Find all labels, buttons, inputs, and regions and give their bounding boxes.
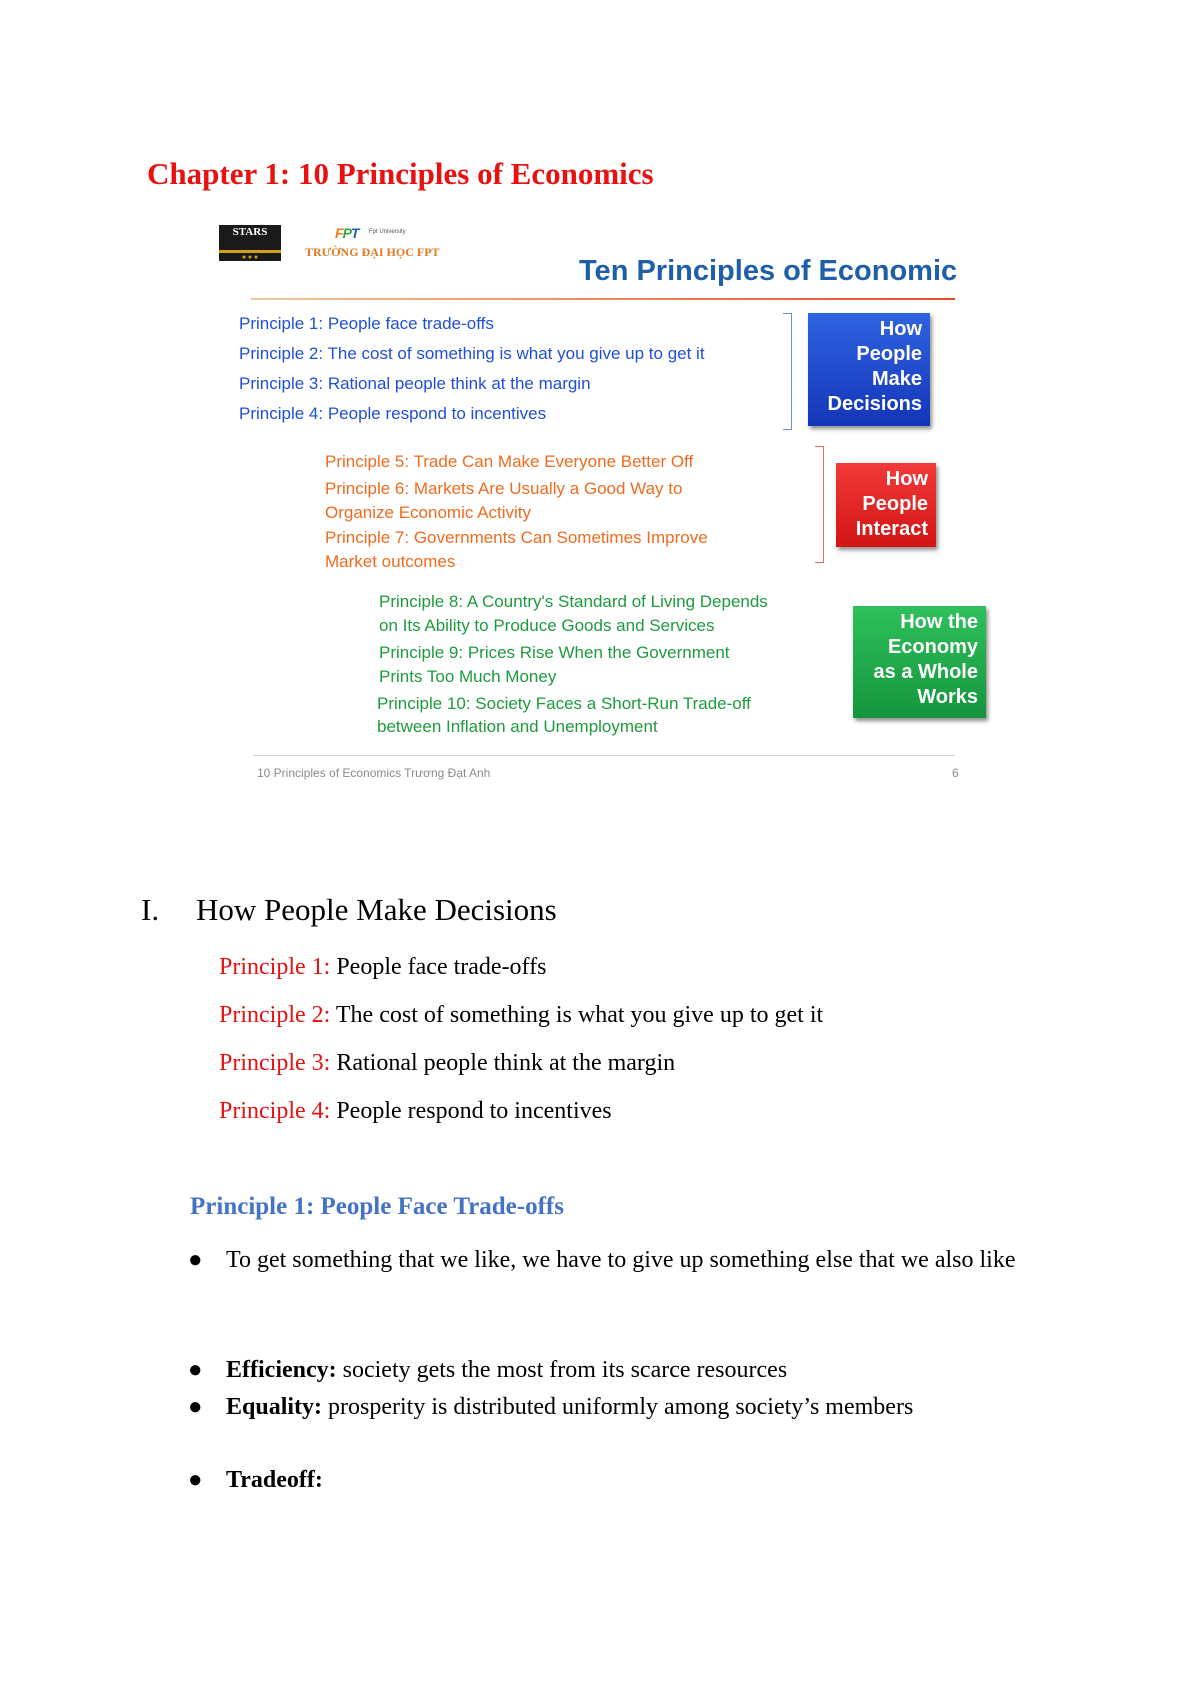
section-number: I. — [141, 892, 160, 927]
bullet-item: ● Tradeoff: — [188, 1467, 323, 1493]
section-heading — [141, 892, 557, 928]
slide-principle-2: Principle 2: The cost of something is what you give up to get it — [239, 344, 705, 363]
category-box-economy: How the Economy as a Whole Works — [853, 606, 986, 718]
bullet-item: ● To get something that we like, we have to give up something else that we also like — [188, 1247, 1016, 1273]
bullet-item: ● Equality: prosperity is distributed uniformly among society’s members — [188, 1394, 914, 1420]
slide-footer-divider — [253, 755, 955, 756]
slide-principle-6-cont: Organize Economic Activity — [325, 503, 531, 522]
slide-footer: 10 Principles of Economics Trương Đạt Anh — [257, 766, 491, 780]
principle-item: Principle 3: Rational people think at the margin — [219, 1050, 676, 1076]
slide-title: Ten Principles of Economic — [579, 255, 958, 287]
fpt-university-name: TRƯỜNG ĐẠI HỌC FPT — [305, 245, 440, 259]
bullet-item: ● Efficiency: society gets the most from its scarce resources — [188, 1357, 788, 1383]
slide-principle-6: Principle 6: Markets Are Usually a Good Way to — [325, 479, 683, 498]
slide-page-number: 6 — [952, 766, 959, 780]
principle-item: Principle 2: The cost of something is what you give up to get it — [219, 1002, 824, 1028]
stars-logo: STARS ● ● ● — [219, 225, 281, 261]
subsection-heading: Principle 1: People Face Trade-offs — [190, 1193, 564, 1220]
slide-principle-8: Principle 8: A Country's Standard of Living Depends — [379, 592, 768, 611]
group-bracket — [815, 446, 824, 563]
slide-principle-9-cont: Prints Too Much Money — [379, 667, 557, 686]
slide-principle-7-cont: Market outcomes — [325, 552, 456, 571]
category-box-interact: How People Interact — [836, 463, 936, 547]
group-bracket — [783, 313, 792, 430]
title-divider — [251, 298, 955, 300]
chapter-title: Chapter 1: 10 Principles of Economics — [147, 156, 654, 191]
section-title: How People Make Decisions — [196, 892, 557, 927]
slide-principle-8-cont: on Its Ability to Produce Goods and Services — [379, 616, 715, 635]
slide-image — [219, 213, 991, 788]
slide-principle-10-cont: between Inflation and Unemployment — [377, 717, 658, 736]
category-box-decisions: How People Make Decisions — [808, 313, 930, 426]
principle-item: Principle 4: People respond to incentives — [219, 1098, 612, 1124]
slide-principle-4: Principle 4: People respond to incentives — [239, 404, 547, 423]
slide-principle-9: Principle 9: Prices Rise When the Government — [379, 643, 730, 662]
principle-item: Principle 1: People face trade-offs — [219, 954, 547, 980]
slide-principle-10: Principle 10: Society Faces a Short-Run Trade-off — [377, 694, 751, 713]
slide-principle-5: Principle 5: Trade Can Make Everyone Better Off — [325, 452, 694, 471]
fpt-logo: FPT Fpt University TRƯỜNG ĐẠI HỌC FPT — [305, 225, 440, 259]
slide-principle-3: Principle 3: Rational people think at the margin — [239, 374, 591, 393]
slide-principle-7: Principle 7: Governments Can Sometimes Improve — [325, 528, 708, 547]
slide-principle-1: Principle 1: People face trade-offs — [239, 314, 494, 333]
